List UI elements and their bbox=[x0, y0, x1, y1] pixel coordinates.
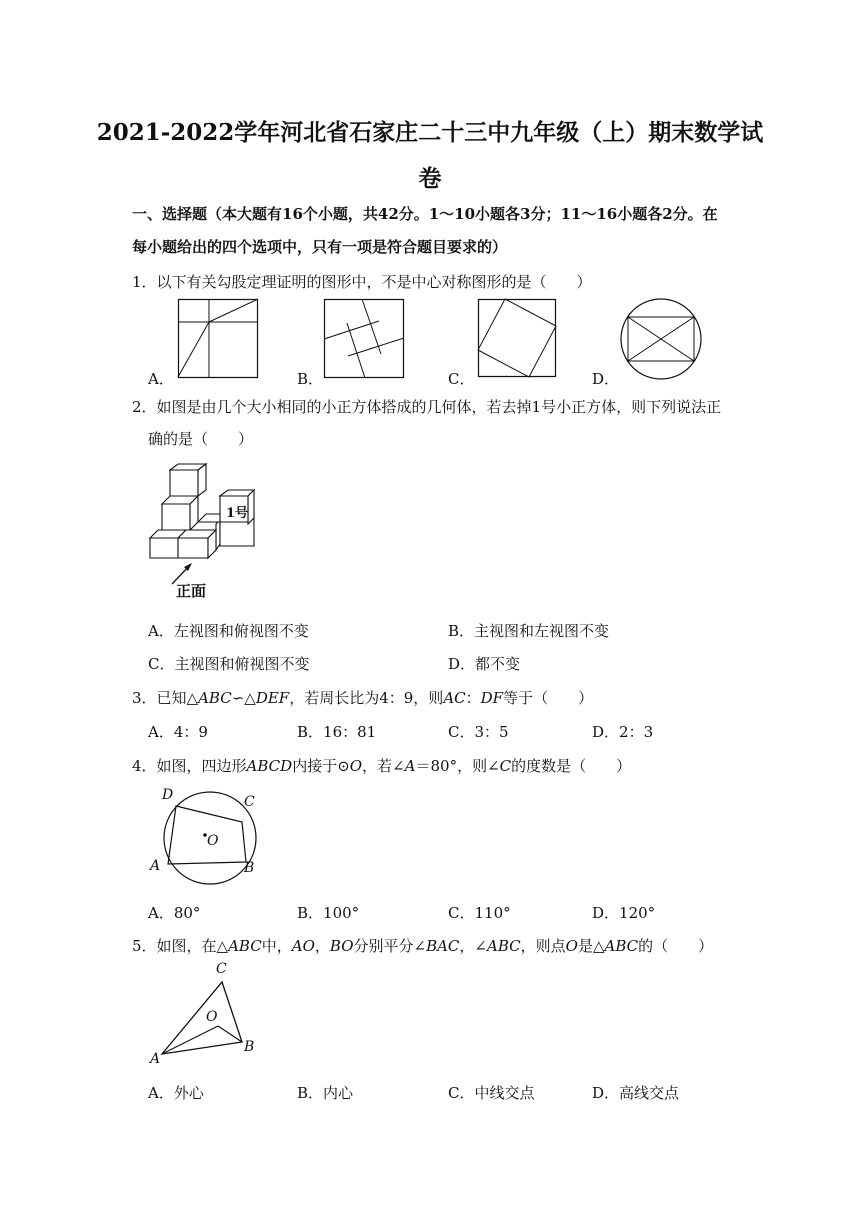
q1-option-d: D． bbox=[592, 370, 620, 388]
q5-label-a: A bbox=[150, 1051, 161, 1067]
q5-triangle-figure bbox=[160, 974, 250, 1056]
q5-label-b: B bbox=[244, 1039, 255, 1055]
q4-label-b: B bbox=[244, 860, 255, 876]
q1-figure-b bbox=[324, 299, 404, 378]
q2-option-a: A．左视图和俯视图不变 bbox=[148, 622, 309, 640]
q4-label-d: D bbox=[162, 787, 174, 803]
q4-label-o: O bbox=[207, 833, 219, 849]
q3-option-b: B．16：81 bbox=[297, 723, 377, 741]
question-5-stem: 5．如图，在△ABC中，AO，BO分别平分∠BAC，∠ABC，则点O是△ABC的（ ） bbox=[132, 937, 714, 955]
q1-option-a: A． bbox=[148, 370, 174, 388]
q1-figure-d bbox=[620, 298, 702, 380]
question-2-stem-line2: 确的是（ ） bbox=[148, 430, 254, 448]
q4-label-c: C bbox=[244, 794, 255, 810]
q3-option-a: A．4：9 bbox=[148, 723, 208, 741]
q1-figure-c bbox=[478, 299, 556, 377]
page-title-continued: 卷 bbox=[418, 165, 442, 192]
question-3-stem: 3．已知△ABC∽△DEF，若周长比为4：9，则AC：DF等于（ ） bbox=[132, 689, 594, 707]
q5-option-d: D．高线交点 bbox=[592, 1084, 680, 1102]
q4-option-d: D．120° bbox=[592, 904, 656, 922]
q2-front-label: 正面 bbox=[176, 582, 207, 600]
q2-option-d: D．都不变 bbox=[448, 655, 521, 673]
q5-option-c: C．中线交点 bbox=[448, 1084, 535, 1102]
q1-figure-a bbox=[178, 299, 258, 378]
q5-option-a: A．外心 bbox=[148, 1084, 204, 1102]
section-heading-line2: 每小题给出的四个选项中，只有一项是符合题目要求的） bbox=[132, 238, 508, 256]
q1-option-b: B． bbox=[297, 370, 324, 388]
question-1-stem: 1．以下有关勾股定理证明的图形中，不是中心对称图形的是（ ） bbox=[132, 273, 592, 291]
q3-option-c: C．3：5 bbox=[448, 723, 509, 741]
page-title: 2021-2022学年河北省石家庄二十三中九年级（上）期末数学试 bbox=[96, 119, 764, 146]
q2-option-b: B．主视图和左视图不变 bbox=[448, 622, 610, 640]
q4-label-a: A bbox=[150, 858, 161, 874]
q2-cube-1-label: 1号 bbox=[226, 506, 249, 521]
question-4-stem: 4．如图，四边形ABCD内接于⊙O，若∠A＝80°，则∠C的度数是（ ） bbox=[132, 757, 632, 775]
q2-option-c: C．主视图和俯视图不变 bbox=[148, 655, 310, 673]
section-heading-line1: 一、选择题（本大题有16个小题，共42分。1～10小题各3分；11～16小题各2分。在 bbox=[132, 205, 718, 223]
question-2-stem-line1: 2．如图是由几个大小相同的小正方体搭成的几何体，若去掉1号小正方体，则下列说法正 bbox=[132, 398, 722, 416]
q4-option-b: B．100° bbox=[297, 904, 360, 922]
q5-label-o: O bbox=[206, 1009, 218, 1025]
q4-option-a: A．80° bbox=[148, 904, 201, 922]
q5-option-b: B．内心 bbox=[297, 1084, 354, 1102]
q3-option-d: D．2：3 bbox=[592, 723, 654, 741]
q4-option-c: C．110° bbox=[448, 904, 511, 922]
q5-label-c: C bbox=[216, 961, 227, 977]
q1-option-c: C． bbox=[448, 370, 475, 388]
